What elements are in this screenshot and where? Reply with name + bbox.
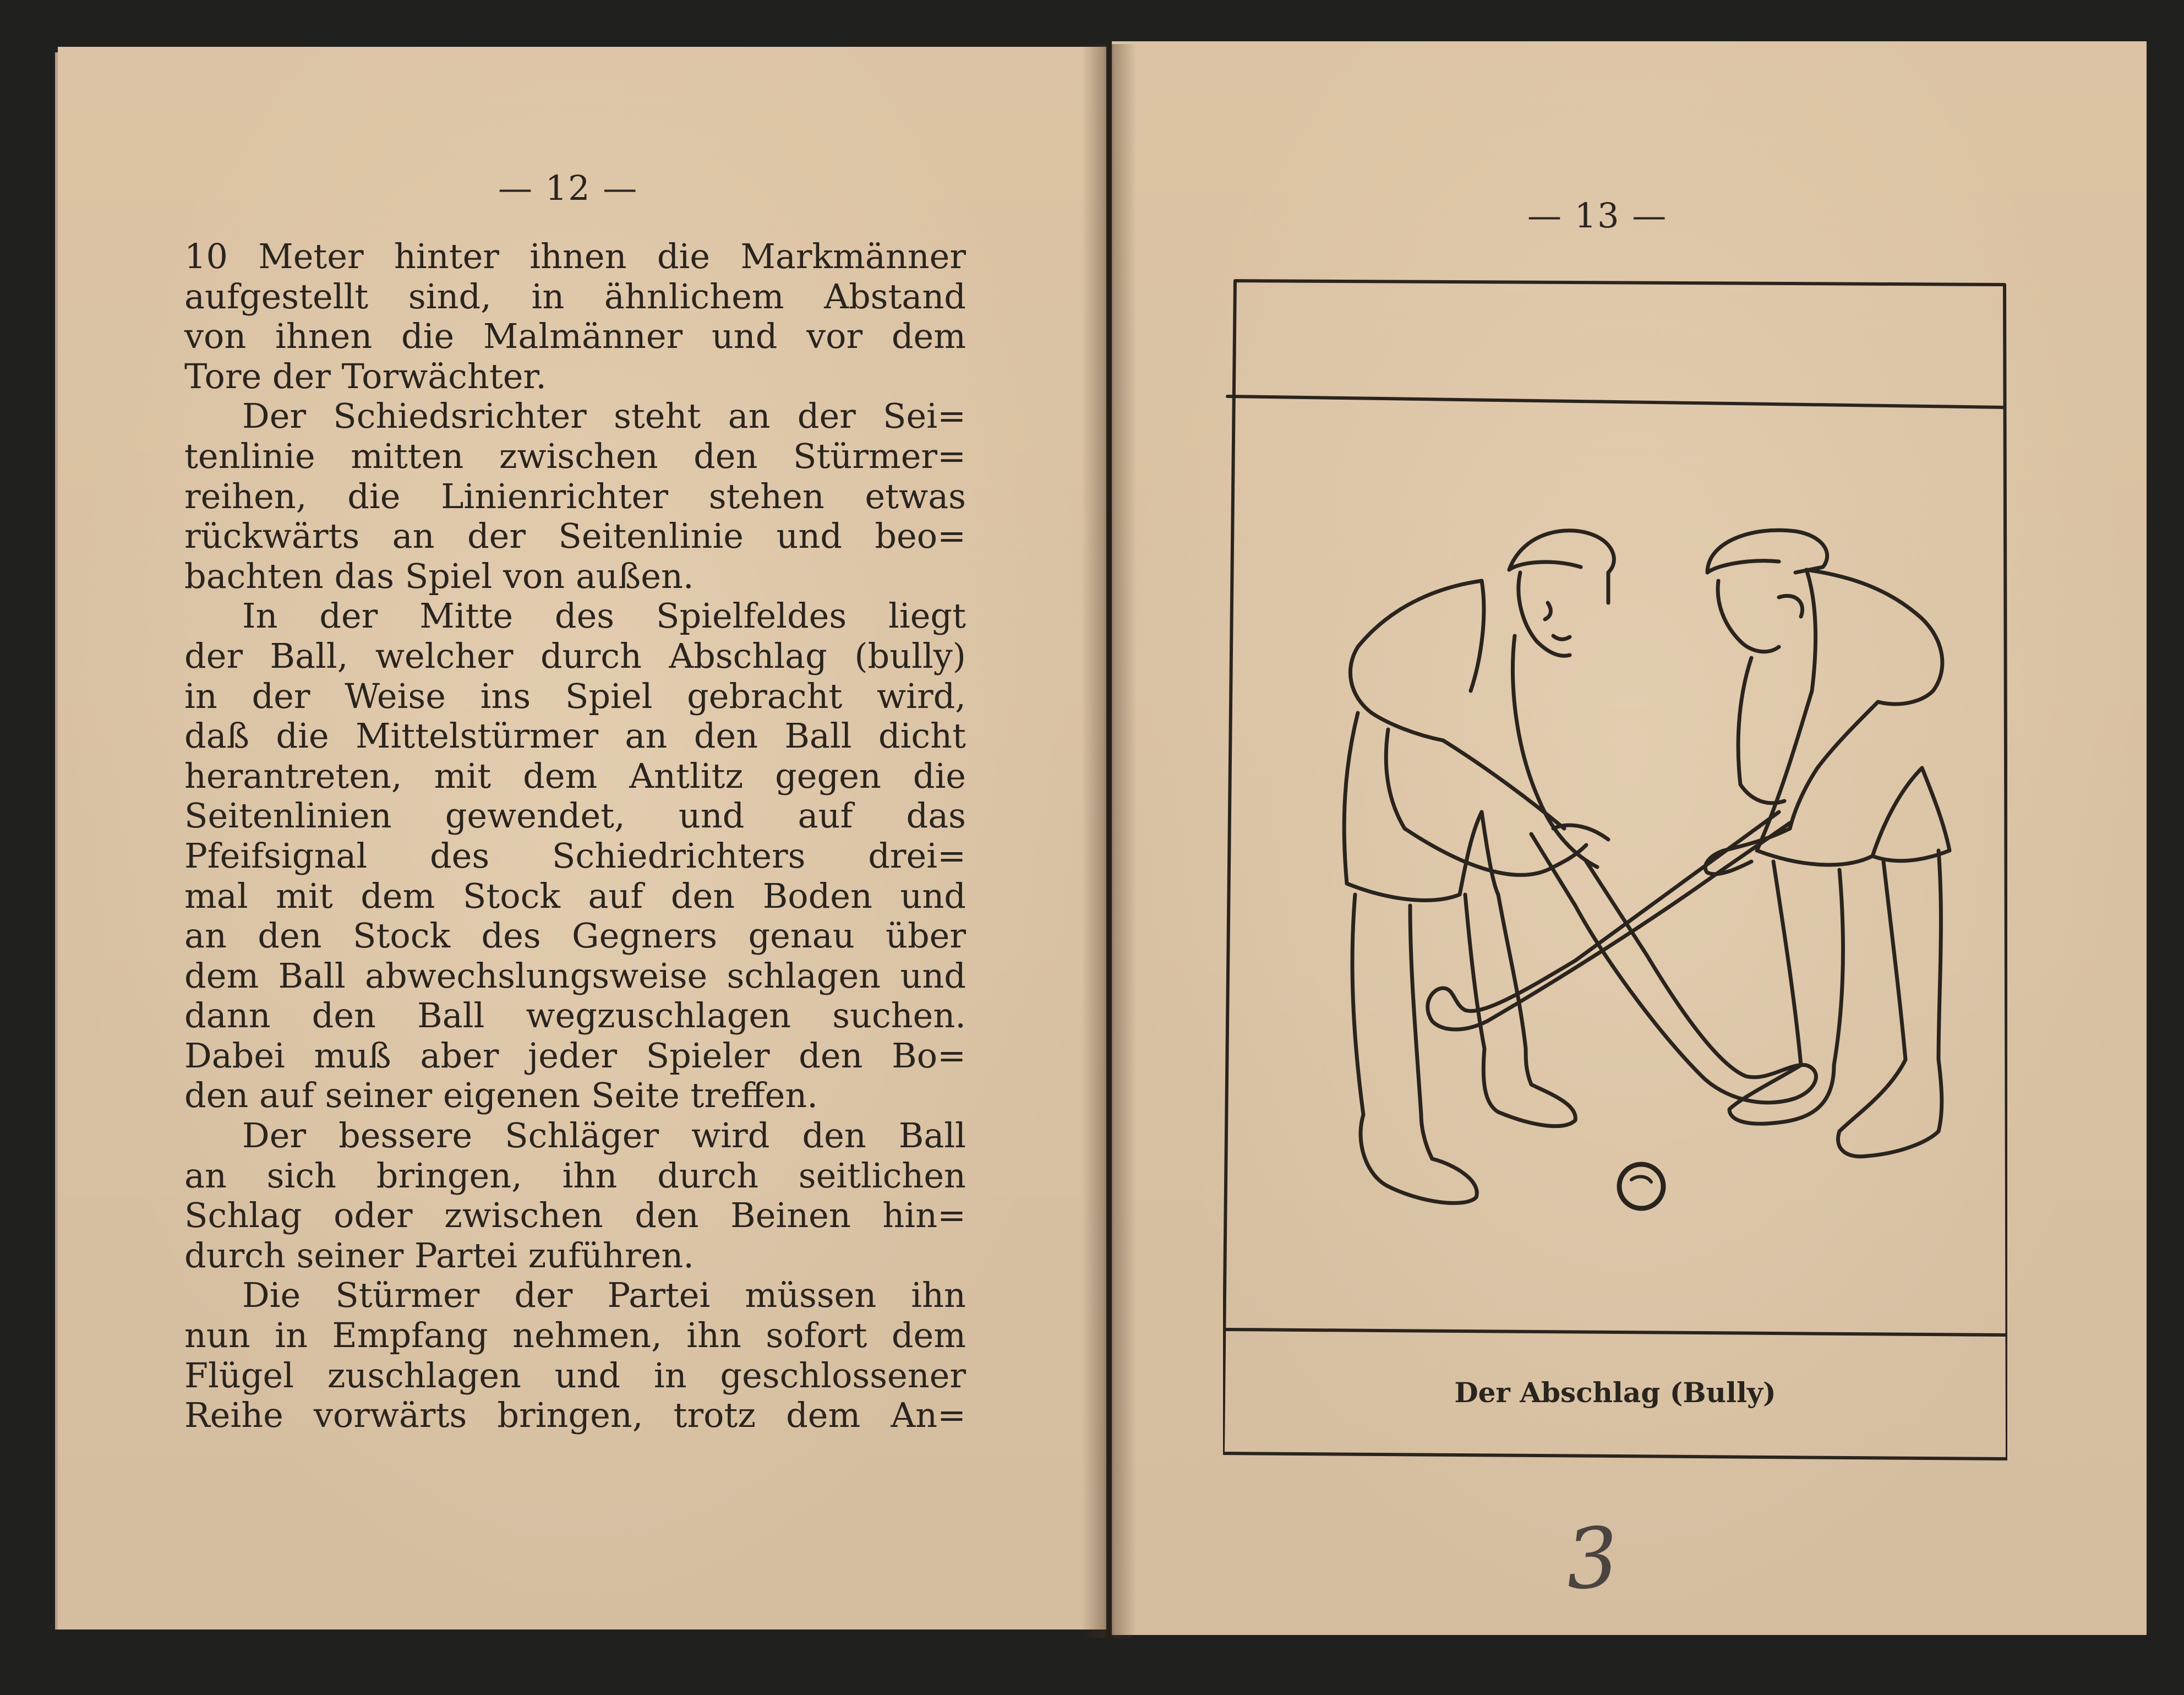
text-line: der Ball, welcher durch Abschlag (bully) [184,635,966,676]
text-line: Reihe vorwärts bringen, trotz dem An= [184,1395,966,1436]
text-line: Tore der Torwächter. [184,356,547,396]
text-line: dann den Ball wegzuschlagen suchen. [184,995,966,1036]
text-line: Schlag oder zwischen den Beinen hin= [184,1195,966,1236]
text-line: Die Stürmer der Partei müssen ihn [242,1275,966,1316]
text-line: den auf seiner eigenen Seite treffen. [184,1075,818,1116]
text-line: daß die Mittelstürmer an den Ball dicht [184,716,966,756]
text-line: dem Ball abwechslungsweise schlagen und [184,955,966,996]
text-line: herantreten, mit dem Antlitz gegen die [184,755,966,796]
text-line: mal mit dem Stock auf den Boden und [184,875,966,916]
text-line: Dabei muß aber jeder Spieler den Bo= [184,1035,966,1076]
text-line: reihen, die Linienrichter stehen etwas [184,476,966,516]
text-line: In der Mitte des Spielfeldes liegt [242,596,966,636]
page-number-right: — 13 — [1527,195,1668,236]
text-line: von ihnen die Malmänner und vor dem [184,316,966,357]
figure-frame [1223,272,2007,1462]
text-line: Der Schiedsrichter steht an der Sei= [242,396,966,437]
hockey-bully-illustration [1223,272,2007,1462]
text-line: 10 Meter hinter ihnen die Markmänner [184,236,966,276]
text-line: aufgestellt sind, in ähnlichem Abstand [184,276,966,317]
text-line: Pfeifsignal des Schiedrichters drei= [184,835,966,876]
text-line: Seitenlinien gewendet, und auf das [184,795,966,836]
figure-caption: Der Abschlag (Bully) [1454,1376,1776,1409]
text-line: bachten das Spiel von außen. [184,555,694,596]
text-line: tenlinie mitten zwischen den Stürmer= [184,435,966,476]
page-number-left: — 12 — [498,168,638,208]
text-line: Flügel zuschlagen und in geschlossener [184,1355,966,1396]
text-line: rückwärts an der Seitenlinie und beo= [184,516,966,557]
text-line: an den Stock des Gegners genau über [184,915,966,956]
text-line: in der Weise ins Spiel gebracht wird, [184,675,966,716]
text-line: nun in Empfang nehmen, ihn sofort dem [184,1315,966,1356]
handwritten-mark: 3 [1563,1509,1622,1609]
text-line: durch seiner Partei zuführen. [184,1235,694,1276]
book-spine [1082,44,1137,1638]
text-line: an sich bringen, ihn durch seitlichen [184,1155,966,1196]
text-line: Der bessere Schläger wird den Ball [242,1115,966,1156]
left-page-text [184,237,966,1436]
